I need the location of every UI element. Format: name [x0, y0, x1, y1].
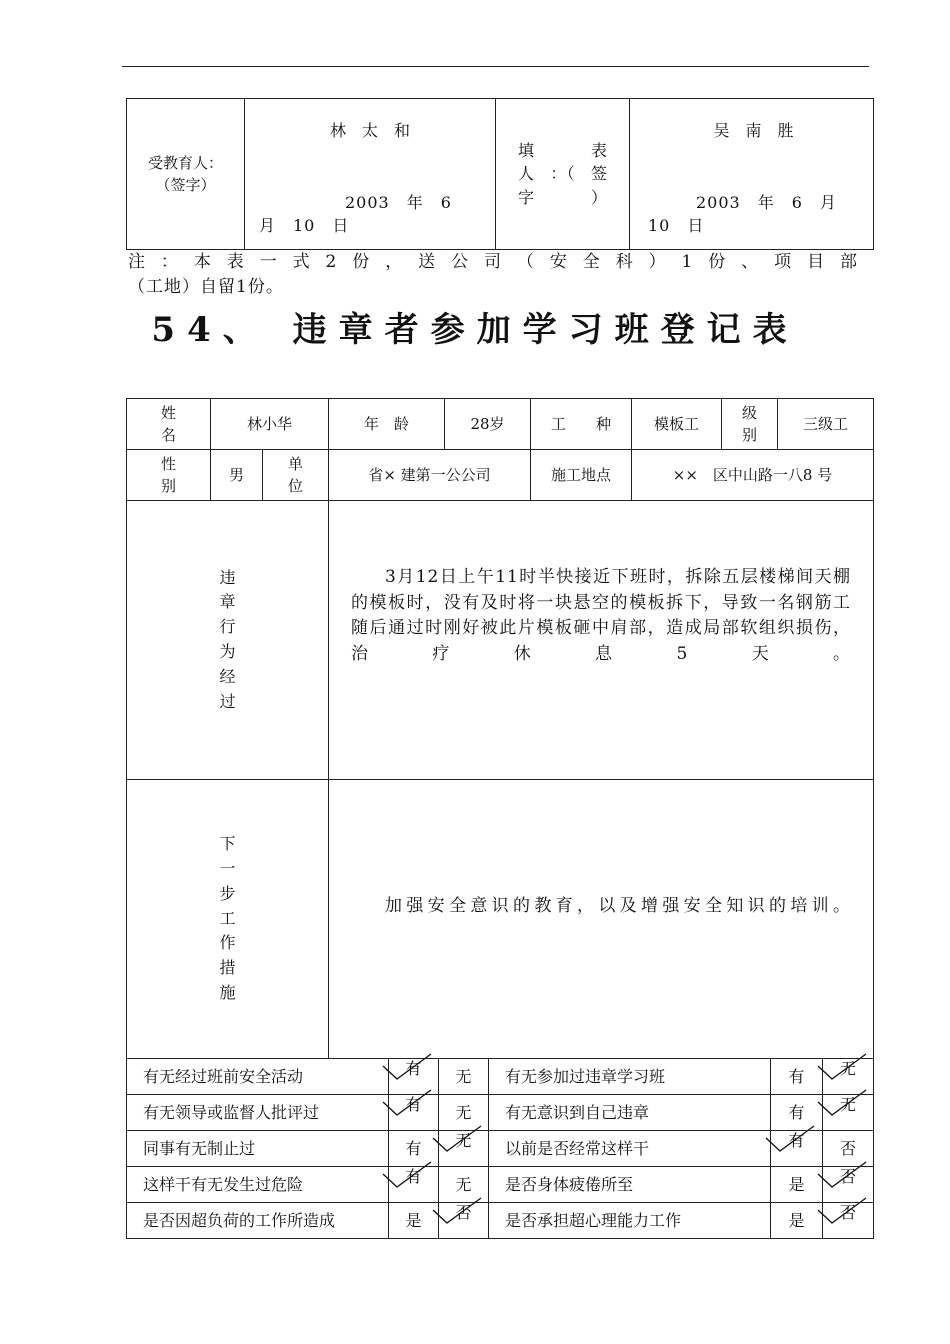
- answer-left-b: [439, 1059, 489, 1095]
- level-label-cell: [722, 399, 778, 450]
- unit-label: 单位: [288, 454, 304, 495]
- answer-left-b: [439, 1203, 489, 1239]
- answer-option: 有: [405, 1094, 422, 1114]
- answer-left-a: [389, 1059, 439, 1095]
- educatee-label: 受教育人：: [147, 153, 223, 172]
- info-table: [126, 398, 874, 1059]
- answer-right-a: [771, 1059, 823, 1095]
- age-value: 28岁: [445, 399, 531, 450]
- question-right: [489, 1059, 771, 1095]
- answer-left-a: [389, 1203, 439, 1239]
- question-row: [127, 1095, 874, 1131]
- questions-table: [126, 1058, 874, 1239]
- answer-option: 无: [839, 1094, 856, 1114]
- question-right: [489, 1131, 771, 1167]
- question-right: [489, 1203, 771, 1239]
- question-row: [127, 1059, 874, 1095]
- violation-text-cell: [329, 501, 874, 780]
- filler-label: 填 表 人 ：（ 签 字 ）: [518, 141, 624, 207]
- answer-option: 否: [839, 1202, 856, 1222]
- answer-option: 是: [788, 1174, 805, 1194]
- answer-option: 无: [455, 1130, 472, 1150]
- name-label-cell: [127, 399, 211, 450]
- educatee-sub: （签字）: [155, 176, 216, 194]
- violation-text: 3月12日上午11时半快接近下班时，拆除五层楼梯间天棚的模板时，没有及时将一块悬空的模板拆下，导致一名钢筋工随后通过时刚好被此片模板砸中肩部，造成局部软组织损伤，治疗休息5天。: [351, 567, 852, 664]
- question-left: [127, 1167, 389, 1203]
- question-right: [489, 1095, 771, 1131]
- educatee-label-cell: [127, 99, 245, 250]
- answer-option: 有: [788, 1066, 805, 1086]
- filler-label-cell: [496, 99, 630, 250]
- answer-option: 无: [455, 1102, 472, 1122]
- measures-label-cell: [127, 780, 329, 1059]
- answer-left-a: [389, 1167, 439, 1203]
- gender-label-cell: [127, 450, 211, 501]
- answer-option: 有: [405, 1058, 422, 1078]
- trade-value: 模板工: [632, 399, 722, 450]
- question-row: [127, 1167, 874, 1203]
- name-label: 姓名: [161, 403, 177, 444]
- answer-left-b: [439, 1095, 489, 1131]
- answer-option: 有: [405, 1166, 422, 1186]
- name-value: 林小华: [211, 399, 329, 450]
- question-right: [489, 1167, 771, 1203]
- question-text: 有无经过班前安全活动: [143, 1066, 304, 1086]
- question-text: 有无意识到自己违章: [505, 1102, 650, 1122]
- question-text: 是否因超负荷的工作所造成: [143, 1210, 336, 1230]
- question-text: 同事有无制止过: [143, 1138, 256, 1158]
- question-left: [127, 1095, 389, 1131]
- site-value: ×× 区中山路一八8 号: [632, 450, 874, 501]
- question-row: [127, 1203, 874, 1239]
- question-text: 以前是否经常这样干: [505, 1138, 650, 1158]
- answer-option: 否: [839, 1166, 856, 1186]
- question-left: [127, 1203, 389, 1239]
- gender-value: 男: [211, 450, 263, 501]
- question-left: [127, 1131, 389, 1167]
- answer-option: 有: [788, 1130, 805, 1150]
- signature-table: [126, 98, 874, 250]
- answer-right-a: [771, 1131, 823, 1167]
- question-row: [127, 1131, 874, 1167]
- measures-text-cell: [329, 780, 874, 1059]
- filler-sign-cell: [630, 99, 874, 250]
- answer-left-a: [389, 1095, 439, 1131]
- measures-label: 下一步工作措施: [219, 834, 236, 1002]
- question-text: 有无领导或监督人批评过: [143, 1102, 320, 1122]
- educatee-sign-cell: [245, 99, 496, 250]
- answer-right-a: [771, 1095, 823, 1131]
- violation-label: 违章行为经过: [219, 567, 236, 711]
- answer-left-b: [439, 1131, 489, 1167]
- answer-option: 无: [455, 1174, 472, 1194]
- question-text: 是否身体疲倦所至: [505, 1174, 634, 1194]
- answer-option: 无: [839, 1058, 856, 1078]
- violation-label-cell: [127, 501, 329, 780]
- filler-name: 吴 南 胜: [713, 121, 794, 140]
- answer-right-b: [823, 1095, 874, 1131]
- age-label: 年 龄: [329, 399, 445, 450]
- answer-right-b: [823, 1131, 874, 1167]
- level-value: 三级工: [778, 399, 874, 450]
- site-label: 施工地点: [531, 450, 632, 501]
- question-text: 这样干有无发生过危险: [143, 1174, 304, 1194]
- unit-value: 省× 建第一公公司: [329, 450, 531, 501]
- answer-right-b: [823, 1059, 874, 1095]
- answer-option: 否: [455, 1202, 472, 1222]
- educatee-date: 2003 年 6 月 10 日: [259, 193, 469, 236]
- answer-right-b: [823, 1203, 874, 1239]
- answer-option: 是: [405, 1210, 422, 1230]
- educatee-name: 林 太 和: [329, 121, 410, 140]
- measures-text: 加强安全意识的教育，以及增强安全知识的培训。: [385, 896, 852, 916]
- answer-right-b: [823, 1167, 874, 1203]
- header-rule: [122, 66, 869, 67]
- unit-label-cell: [263, 450, 329, 501]
- gender-label: 性别: [161, 454, 177, 495]
- answer-option: 无: [455, 1066, 472, 1086]
- note-line-1: 注：本表一式2份，送公司（安全科）1份、项目部: [128, 252, 858, 272]
- question-left: [127, 1059, 389, 1095]
- trade-label: 工 种: [531, 399, 632, 450]
- question-text: 有无参加过违章学习班: [505, 1066, 666, 1086]
- question-text: 是否承担超心理能力工作: [505, 1210, 682, 1230]
- answer-right-a: [771, 1203, 823, 1239]
- note-line-2: （工地）自留1份。: [128, 277, 284, 297]
- answer-option: 是: [788, 1210, 805, 1230]
- answer-right-a: [771, 1167, 823, 1203]
- page-title: 54、 违章者参加学习班登记表: [151, 310, 799, 350]
- answer-option: 否: [839, 1138, 856, 1158]
- answer-option: 有: [405, 1138, 422, 1158]
- answer-option: 有: [788, 1102, 805, 1122]
- answer-left-b: [439, 1167, 489, 1203]
- filler-date: 2003 年 6 月 10 日: [648, 193, 854, 236]
- answer-left-a: [389, 1131, 439, 1167]
- level-label: 级别: [742, 403, 758, 444]
